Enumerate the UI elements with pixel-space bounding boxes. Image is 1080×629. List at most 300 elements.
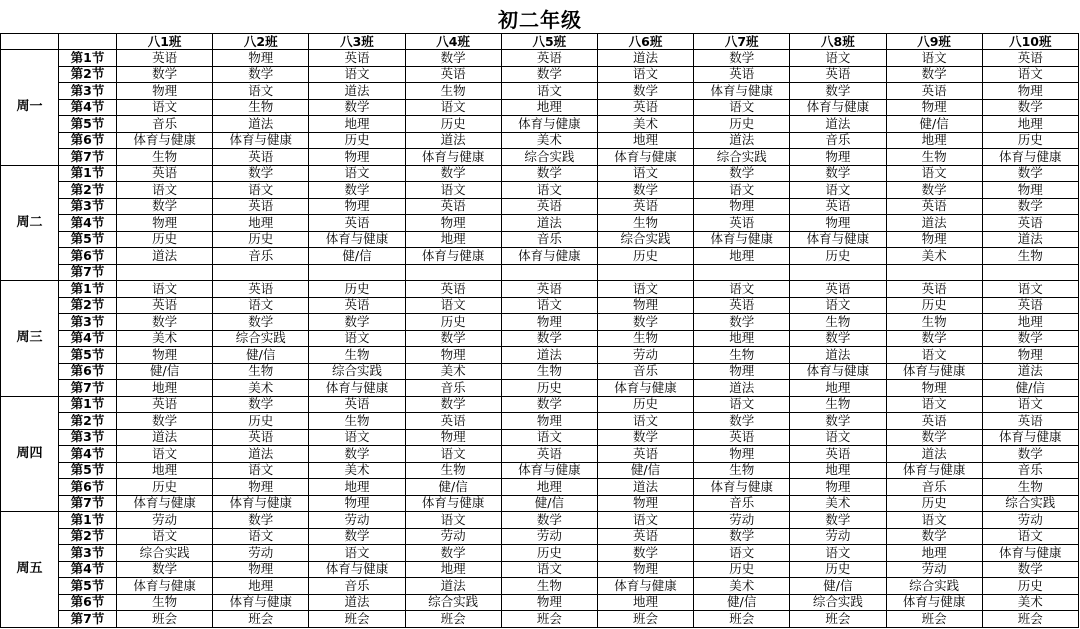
subject-cell[interactable]: 英语: [982, 413, 1078, 430]
subject-cell[interactable]: 英语: [597, 528, 693, 545]
subject-cell[interactable]: 历史: [597, 396, 693, 413]
subject-cell[interactable]: 地理: [117, 380, 213, 397]
subject-cell[interactable]: 体育与健康: [597, 578, 693, 595]
subject-cell[interactable]: 语文: [117, 528, 213, 545]
subject-cell[interactable]: 体育与健康: [405, 495, 501, 512]
subject-cell[interactable]: 综合实践: [597, 231, 693, 248]
period-label-cell[interactable]: 第6节: [59, 594, 117, 611]
subject-cell[interactable]: 物理: [501, 594, 597, 611]
subject-cell[interactable]: 英语: [694, 429, 790, 446]
subject-cell[interactable]: 综合实践: [982, 495, 1078, 512]
subject-cell[interactable]: [982, 264, 1078, 281]
period-label-cell[interactable]: 第7节: [59, 495, 117, 512]
subject-cell[interactable]: 班会: [982, 611, 1078, 628]
subject-cell[interactable]: 地理: [117, 462, 213, 479]
subject-cell[interactable]: 道法: [694, 132, 790, 149]
period-label-cell[interactable]: 第1节: [59, 50, 117, 67]
subject-cell[interactable]: 健/信: [694, 594, 790, 611]
subject-cell[interactable]: 物理: [982, 182, 1078, 199]
subject-cell[interactable]: 体育与健康: [117, 495, 213, 512]
subject-cell[interactable]: [597, 264, 693, 281]
subject-cell[interactable]: 语文: [309, 429, 405, 446]
subject-cell[interactable]: 历史: [213, 413, 309, 430]
subject-cell[interactable]: [309, 264, 405, 281]
subject-cell[interactable]: 语文: [501, 561, 597, 578]
subject-cell[interactable]: 英语: [694, 215, 790, 232]
subject-cell[interactable]: 物理: [213, 479, 309, 496]
subject-cell[interactable]: 地理: [213, 215, 309, 232]
subject-cell[interactable]: 数学: [501, 396, 597, 413]
subject-cell[interactable]: 语文: [597, 66, 693, 83]
subject-cell[interactable]: 数学: [501, 165, 597, 182]
period-label-cell[interactable]: 第5节: [59, 116, 117, 133]
subject-cell[interactable]: 英语: [405, 413, 501, 430]
subject-cell[interactable]: 体育与健康: [213, 132, 309, 149]
subject-cell[interactable]: 生物: [309, 413, 405, 430]
subject-cell[interactable]: 数学: [886, 66, 982, 83]
subject-cell[interactable]: 数学: [117, 314, 213, 331]
subject-cell[interactable]: 数学: [501, 330, 597, 347]
subject-cell[interactable]: 英语: [886, 83, 982, 100]
subject-cell[interactable]: 历史: [886, 495, 982, 512]
subject-cell[interactable]: 音乐: [405, 380, 501, 397]
subject-cell[interactable]: [117, 264, 213, 281]
subject-cell[interactable]: 数学: [405, 50, 501, 67]
subject-cell[interactable]: 地理: [597, 594, 693, 611]
subject-cell[interactable]: 语文: [886, 165, 982, 182]
period-label-cell[interactable]: 第3节: [59, 314, 117, 331]
subject-cell[interactable]: 英语: [117, 50, 213, 67]
subject-cell[interactable]: 语文: [694, 396, 790, 413]
subject-cell[interactable]: 美术: [597, 116, 693, 133]
subject-cell[interactable]: 生物: [501, 363, 597, 380]
subject-cell[interactable]: [405, 264, 501, 281]
subject-cell[interactable]: 美术: [790, 495, 886, 512]
subject-cell[interactable]: 体育与健康: [213, 594, 309, 611]
subject-cell[interactable]: 物理: [790, 149, 886, 166]
subject-cell[interactable]: 综合实践: [309, 363, 405, 380]
subject-cell[interactable]: 英语: [790, 446, 886, 463]
subject-cell[interactable]: 语文: [790, 182, 886, 199]
period-label-cell[interactable]: 第4节: [59, 215, 117, 232]
subject-cell[interactable]: 体育与健康: [790, 363, 886, 380]
subject-cell[interactable]: 数学: [405, 165, 501, 182]
class-header-cell[interactable]: 八10班: [982, 34, 1078, 50]
subject-cell[interactable]: 道法: [309, 594, 405, 611]
subject-cell[interactable]: 生物: [405, 83, 501, 100]
subject-cell[interactable]: 道法: [597, 50, 693, 67]
subject-cell[interactable]: 物理: [117, 83, 213, 100]
subject-cell[interactable]: 数学: [501, 512, 597, 529]
subject-cell[interactable]: 物理: [694, 363, 790, 380]
subject-cell[interactable]: 综合实践: [501, 149, 597, 166]
subject-cell[interactable]: 物理: [117, 347, 213, 364]
subject-cell[interactable]: 物理: [405, 215, 501, 232]
subject-cell[interactable]: 体育与健康: [886, 462, 982, 479]
subject-cell[interactable]: 健/信: [213, 347, 309, 364]
subject-cell[interactable]: 数学: [886, 528, 982, 545]
subject-cell[interactable]: 数学: [117, 413, 213, 430]
subject-cell[interactable]: 道法: [501, 215, 597, 232]
subject-cell[interactable]: 数学: [213, 165, 309, 182]
subject-cell[interactable]: 数学: [117, 66, 213, 83]
subject-cell[interactable]: 地理: [405, 231, 501, 248]
subject-cell[interactable]: 历史: [982, 132, 1078, 149]
subject-cell[interactable]: 英语: [597, 446, 693, 463]
subject-cell[interactable]: 数学: [597, 429, 693, 446]
subject-cell[interactable]: 体育与健康: [790, 99, 886, 116]
subject-cell[interactable]: 劳动: [213, 545, 309, 562]
subject-cell[interactable]: 地理: [405, 561, 501, 578]
subject-cell[interactable]: 道法: [886, 446, 982, 463]
subject-cell[interactable]: 道法: [982, 363, 1078, 380]
subject-cell[interactable]: 音乐: [886, 479, 982, 496]
subject-cell[interactable]: 数学: [790, 83, 886, 100]
subject-cell[interactable]: 体育与健康: [501, 116, 597, 133]
subject-cell[interactable]: 数学: [117, 561, 213, 578]
subject-cell[interactable]: 物理: [982, 83, 1078, 100]
class-header-cell[interactable]: 八4班: [405, 34, 501, 50]
subject-cell[interactable]: 音乐: [790, 132, 886, 149]
subject-cell[interactable]: 劳动: [117, 512, 213, 529]
day-label-cell[interactable]: 周一: [1, 50, 59, 166]
class-header-cell[interactable]: 八3班: [309, 34, 405, 50]
subject-cell[interactable]: 英语: [694, 297, 790, 314]
subject-cell[interactable]: 语文: [501, 182, 597, 199]
period-label-cell[interactable]: 第2节: [59, 528, 117, 545]
subject-cell[interactable]: 生物: [117, 149, 213, 166]
subject-cell[interactable]: 数学: [694, 528, 790, 545]
period-label-cell[interactable]: 第3节: [59, 429, 117, 446]
subject-cell[interactable]: 美术: [117, 330, 213, 347]
subject-cell[interactable]: 劳动: [597, 347, 693, 364]
subject-cell[interactable]: 道法: [790, 347, 886, 364]
subject-cell[interactable]: [501, 264, 597, 281]
subject-cell[interactable]: 历史: [790, 561, 886, 578]
subject-cell[interactable]: 历史: [501, 545, 597, 562]
subject-cell[interactable]: 物理: [309, 495, 405, 512]
period-label-cell[interactable]: 第5节: [59, 231, 117, 248]
subject-cell[interactable]: 数学: [309, 314, 405, 331]
subject-cell[interactable]: 体育与健康: [886, 363, 982, 380]
period-label-cell[interactable]: 第2节: [59, 297, 117, 314]
subject-cell[interactable]: 英语: [213, 429, 309, 446]
period-label-cell[interactable]: 第1节: [59, 512, 117, 529]
subject-cell[interactable]: 历史: [694, 561, 790, 578]
subject-cell[interactable]: 体育与健康: [405, 248, 501, 265]
subject-cell[interactable]: 数学: [309, 99, 405, 116]
subject-cell[interactable]: 英语: [213, 281, 309, 298]
subject-cell[interactable]: 英语: [405, 281, 501, 298]
subject-cell[interactable]: 班会: [501, 611, 597, 628]
period-label-cell[interactable]: 第3节: [59, 545, 117, 562]
subject-cell[interactable]: 语文: [309, 165, 405, 182]
subject-cell[interactable]: 英语: [597, 99, 693, 116]
subject-cell[interactable]: 数学: [597, 545, 693, 562]
subject-cell[interactable]: 语文: [117, 99, 213, 116]
subject-cell[interactable]: 语文: [405, 446, 501, 463]
subject-cell[interactable]: 语文: [982, 396, 1078, 413]
subject-cell[interactable]: 综合实践: [213, 330, 309, 347]
subject-cell[interactable]: 体育与健康: [982, 545, 1078, 562]
day-label-cell[interactable]: 周四: [1, 396, 59, 512]
subject-cell[interactable]: [790, 264, 886, 281]
subject-cell[interactable]: 历史: [501, 380, 597, 397]
subject-cell[interactable]: 语文: [405, 297, 501, 314]
subject-cell[interactable]: 劳动: [501, 528, 597, 545]
period-label-cell[interactable]: 第3节: [59, 83, 117, 100]
period-label-cell[interactable]: 第7节: [59, 264, 117, 281]
subject-cell[interactable]: 生物: [213, 363, 309, 380]
subject-cell[interactable]: 语文: [213, 83, 309, 100]
subject-cell[interactable]: 美术: [886, 248, 982, 265]
subject-cell[interactable]: 班会: [405, 611, 501, 628]
subject-cell[interactable]: 音乐: [597, 363, 693, 380]
period-label-cell[interactable]: 第4节: [59, 99, 117, 116]
subject-cell[interactable]: 体育与健康: [309, 231, 405, 248]
subject-cell[interactable]: 生物: [886, 314, 982, 331]
subject-cell[interactable]: 语文: [597, 413, 693, 430]
subject-cell[interactable]: 数学: [790, 512, 886, 529]
period-label-cell[interactable]: 第6节: [59, 248, 117, 265]
subject-cell[interactable]: 体育与健康: [694, 83, 790, 100]
subject-cell[interactable]: 数学: [982, 198, 1078, 215]
subject-cell[interactable]: 劳动: [886, 561, 982, 578]
subject-cell[interactable]: 数学: [597, 314, 693, 331]
subject-cell[interactable]: 数学: [886, 330, 982, 347]
subject-cell[interactable]: 班会: [213, 611, 309, 628]
subject-cell[interactable]: 道法: [501, 347, 597, 364]
subject-cell[interactable]: 语文: [694, 281, 790, 298]
subject-cell[interactable]: 音乐: [213, 248, 309, 265]
subject-cell[interactable]: 音乐: [982, 462, 1078, 479]
period-label-cell[interactable]: 第4节: [59, 330, 117, 347]
subject-cell[interactable]: 生物: [982, 479, 1078, 496]
subject-cell[interactable]: 语文: [405, 182, 501, 199]
subject-cell[interactable]: 历史: [309, 132, 405, 149]
subject-cell[interactable]: 生物: [213, 99, 309, 116]
subject-cell[interactable]: 数学: [213, 396, 309, 413]
subject-cell[interactable]: 综合实践: [886, 578, 982, 595]
subject-cell[interactable]: 生物: [309, 347, 405, 364]
period-label-cell[interactable]: 第2节: [59, 182, 117, 199]
subject-cell[interactable]: 物理: [694, 198, 790, 215]
subject-cell[interactable]: 英语: [405, 66, 501, 83]
subject-cell[interactable]: 数学: [501, 66, 597, 83]
period-label-cell[interactable]: 第5节: [59, 462, 117, 479]
subject-cell[interactable]: 美术: [982, 594, 1078, 611]
subject-cell[interactable]: 班会: [886, 611, 982, 628]
subject-cell[interactable]: 数学: [117, 198, 213, 215]
subject-cell[interactable]: 数学: [694, 413, 790, 430]
subject-cell[interactable]: 语文: [213, 528, 309, 545]
subject-cell[interactable]: 英语: [501, 198, 597, 215]
subject-cell[interactable]: 生物: [597, 330, 693, 347]
subject-cell[interactable]: 体育与健康: [117, 132, 213, 149]
subject-cell[interactable]: 音乐: [309, 578, 405, 595]
subject-cell[interactable]: 地理: [886, 545, 982, 562]
subject-cell[interactable]: 数学: [982, 561, 1078, 578]
subject-cell[interactable]: 英语: [886, 281, 982, 298]
header-blank-cell[interactable]: [59, 34, 117, 50]
subject-cell[interactable]: 数学: [309, 528, 405, 545]
class-header-cell[interactable]: 八5班: [501, 34, 597, 50]
period-label-cell[interactable]: 第1节: [59, 165, 117, 182]
subject-cell[interactable]: 综合实践: [117, 545, 213, 562]
subject-cell[interactable]: 语文: [694, 99, 790, 116]
subject-cell[interactable]: 语文: [213, 462, 309, 479]
period-label-cell[interactable]: 第6节: [59, 363, 117, 380]
subject-cell[interactable]: 英语: [790, 198, 886, 215]
subject-cell[interactable]: 语文: [117, 446, 213, 463]
period-label-cell[interactable]: 第7节: [59, 611, 117, 628]
subject-cell[interactable]: 地理: [501, 99, 597, 116]
subject-cell[interactable]: 道法: [694, 380, 790, 397]
subject-cell[interactable]: 美术: [309, 462, 405, 479]
subject-cell[interactable]: 物理: [982, 347, 1078, 364]
subject-cell[interactable]: 历史: [597, 248, 693, 265]
subject-cell[interactable]: 美术: [501, 132, 597, 149]
subject-cell[interactable]: 生物: [694, 347, 790, 364]
subject-cell[interactable]: 生物: [694, 462, 790, 479]
period-label-cell[interactable]: 第3节: [59, 198, 117, 215]
subject-cell[interactable]: 英语: [117, 396, 213, 413]
subject-cell[interactable]: 数学: [694, 50, 790, 67]
subject-cell[interactable]: 英语: [117, 297, 213, 314]
subject-cell[interactable]: 物理: [405, 429, 501, 446]
subject-cell[interactable]: 音乐: [694, 495, 790, 512]
subject-cell[interactable]: 物理: [117, 215, 213, 232]
subject-cell[interactable]: 体育与健康: [501, 248, 597, 265]
subject-cell[interactable]: 英语: [790, 281, 886, 298]
subject-cell[interactable]: 地理: [213, 578, 309, 595]
subject-cell[interactable]: 语文: [597, 165, 693, 182]
subject-cell[interactable]: 地理: [501, 479, 597, 496]
subject-cell[interactable]: 物理: [405, 347, 501, 364]
subject-cell[interactable]: 语文: [790, 545, 886, 562]
subject-cell[interactable]: 体育与健康: [982, 429, 1078, 446]
subject-cell[interactable]: 生物: [405, 462, 501, 479]
subject-cell[interactable]: 语文: [982, 281, 1078, 298]
class-header-cell[interactable]: 八1班: [117, 34, 213, 50]
subject-cell[interactable]: 英语: [694, 66, 790, 83]
subject-cell[interactable]: 体育与健康: [694, 231, 790, 248]
subject-cell[interactable]: 健/信: [309, 248, 405, 265]
subject-cell[interactable]: 语文: [790, 429, 886, 446]
subject-cell[interactable]: 语文: [790, 50, 886, 67]
subject-cell[interactable]: 地理: [694, 248, 790, 265]
subject-cell[interactable]: 历史: [886, 297, 982, 314]
subject-cell[interactable]: 音乐: [501, 231, 597, 248]
subject-cell[interactable]: 健/信: [117, 363, 213, 380]
subject-cell[interactable]: 体育与健康: [694, 479, 790, 496]
subject-cell[interactable]: 语文: [694, 545, 790, 562]
class-header-cell[interactable]: 八7班: [694, 34, 790, 50]
class-header-cell[interactable]: 八8班: [790, 34, 886, 50]
subject-cell[interactable]: 语文: [405, 99, 501, 116]
subject-cell[interactable]: 地理: [790, 462, 886, 479]
subject-cell[interactable]: 体育与健康: [405, 149, 501, 166]
subject-cell[interactable]: [694, 264, 790, 281]
subject-cell[interactable]: 语文: [982, 528, 1078, 545]
subject-cell[interactable]: 英语: [886, 198, 982, 215]
subject-cell[interactable]: 健/信: [597, 462, 693, 479]
subject-cell[interactable]: 物理: [886, 380, 982, 397]
subject-cell[interactable]: 班会: [694, 611, 790, 628]
subject-cell[interactable]: 语文: [405, 512, 501, 529]
subject-cell[interactable]: 物理: [886, 231, 982, 248]
period-label-cell[interactable]: 第4节: [59, 446, 117, 463]
subject-cell[interactable]: 数学: [213, 66, 309, 83]
subject-cell[interactable]: 道法: [405, 578, 501, 595]
subject-cell[interactable]: [213, 264, 309, 281]
subject-cell[interactable]: 劳动: [694, 512, 790, 529]
subject-cell[interactable]: 数学: [694, 165, 790, 182]
subject-cell[interactable]: 道法: [213, 446, 309, 463]
subject-cell[interactable]: 道法: [213, 116, 309, 133]
subject-cell[interactable]: 语文: [117, 182, 213, 199]
subject-cell[interactable]: 物理: [213, 561, 309, 578]
subject-cell[interactable]: 语文: [597, 281, 693, 298]
period-label-cell[interactable]: 第1节: [59, 396, 117, 413]
subject-cell[interactable]: 道法: [790, 116, 886, 133]
subject-cell[interactable]: 体育与健康: [501, 462, 597, 479]
subject-cell[interactable]: 数学: [597, 182, 693, 199]
class-header-cell[interactable]: 八9班: [886, 34, 982, 50]
subject-cell[interactable]: 语文: [501, 429, 597, 446]
subject-cell[interactable]: 英语: [309, 396, 405, 413]
class-header-cell[interactable]: 八6班: [597, 34, 693, 50]
class-header-cell[interactable]: 八2班: [213, 34, 309, 50]
subject-cell[interactable]: 物理: [597, 495, 693, 512]
subject-cell[interactable]: 历史: [117, 479, 213, 496]
subject-cell[interactable]: 英语: [309, 215, 405, 232]
subject-cell[interactable]: 地理: [694, 330, 790, 347]
subject-cell[interactable]: 数学: [405, 396, 501, 413]
subject-cell[interactable]: 道法: [982, 231, 1078, 248]
subject-cell[interactable]: 英语: [117, 165, 213, 182]
subject-cell[interactable]: 物理: [597, 561, 693, 578]
subject-cell[interactable]: 健/信: [790, 578, 886, 595]
subject-cell[interactable]: 语文: [501, 297, 597, 314]
subject-cell[interactable]: 数学: [309, 182, 405, 199]
subject-cell[interactable]: 综合实践: [405, 594, 501, 611]
period-label-cell[interactable]: 第5节: [59, 347, 117, 364]
subject-cell[interactable]: 数学: [694, 314, 790, 331]
subject-cell[interactable]: 物理: [790, 479, 886, 496]
subject-cell[interactable]: 语文: [213, 182, 309, 199]
subject-cell[interactable]: 班会: [790, 611, 886, 628]
subject-cell[interactable]: 物理: [213, 50, 309, 67]
subject-cell[interactable]: 生物: [982, 248, 1078, 265]
subject-cell[interactable]: 生物: [790, 396, 886, 413]
period-label-cell[interactable]: 第6节: [59, 132, 117, 149]
subject-cell[interactable]: 数学: [790, 165, 886, 182]
subject-cell[interactable]: 数学: [886, 429, 982, 446]
subject-cell[interactable]: 美术: [213, 380, 309, 397]
subject-cell[interactable]: 历史: [213, 231, 309, 248]
subject-cell[interactable]: 生物: [790, 314, 886, 331]
subject-cell[interactable]: 地理: [309, 116, 405, 133]
subject-cell[interactable]: 道法: [886, 215, 982, 232]
subject-cell[interactable]: 物理: [597, 297, 693, 314]
subject-cell[interactable]: 语文: [117, 281, 213, 298]
subject-cell[interactable]: 体育与健康: [982, 149, 1078, 166]
subject-cell[interactable]: 语文: [694, 182, 790, 199]
day-label-cell[interactable]: 周三: [1, 281, 59, 397]
subject-cell[interactable]: 生物: [501, 578, 597, 595]
subject-cell[interactable]: 音乐: [117, 116, 213, 133]
